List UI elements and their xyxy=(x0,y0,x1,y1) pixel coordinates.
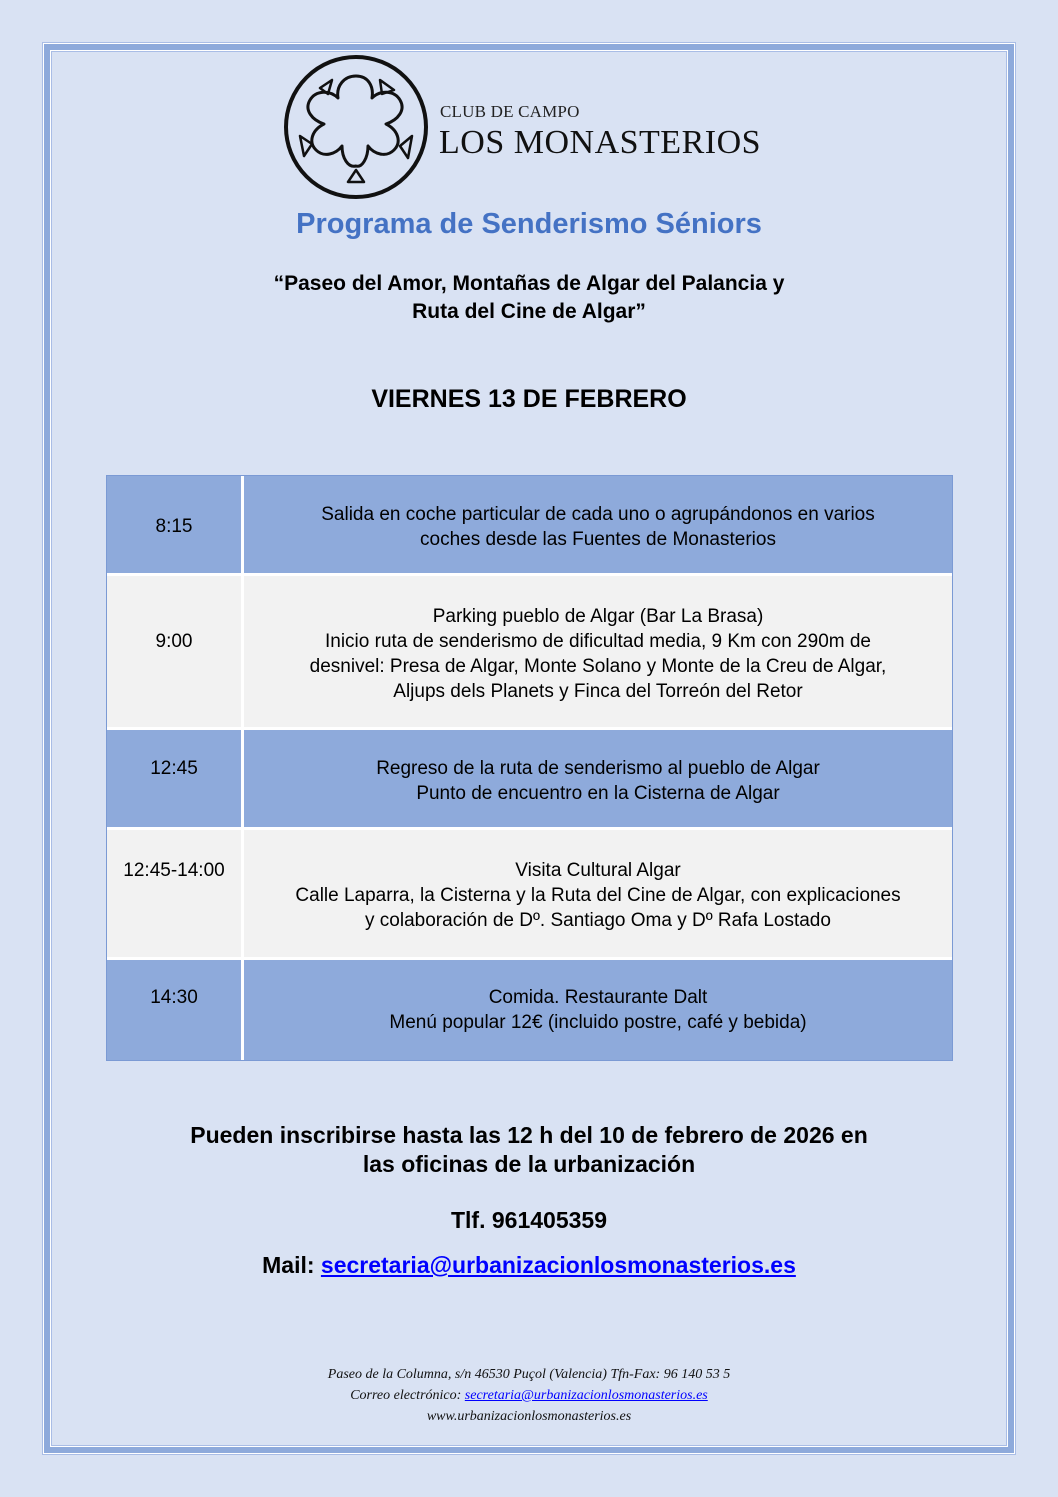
signup-line-2: las oficinas de la urbanización xyxy=(362,1151,696,1177)
description-line: Visita Cultural Algar xyxy=(515,860,681,881)
footer-address: Paseo de la Columna, s/n 46530 Puçol (Valencia) Tfn-Fax: 96 140 53 5 xyxy=(327,1367,731,1382)
schedule-row xyxy=(107,476,952,576)
description-line: y colaboración de Dº. Santiago Oma y Dº Rafa Lostado xyxy=(365,910,831,931)
club-logo xyxy=(282,54,782,200)
schedule-time: 12:45-14:00 xyxy=(107,830,244,957)
footer-email-link[interactable]: secretaria@urbanizacionlosmonasterios.es xyxy=(464,1388,708,1403)
logo-name: LOS MONASTERIOS xyxy=(439,124,762,161)
footer-email-label: Correo electrónico: xyxy=(350,1388,465,1403)
description-line: Inicio ruta de senderismo de dificultad media, 9 Km con 290m de xyxy=(324,631,872,652)
description-line: Aljups dels Planets y Finca del Torreón del Retor xyxy=(393,681,803,702)
schedule-row xyxy=(107,730,952,830)
schedule-description xyxy=(244,830,952,957)
description-line: Parking pueblo de Algar (Bar La Brasa) xyxy=(432,606,764,627)
schedule-description xyxy=(244,730,952,827)
footer-website[interactable]: www.urbanizacionlosmonasterios.es xyxy=(426,1409,632,1424)
schedule-description xyxy=(244,576,952,727)
subtitle-line-1: “Paseo del Amor, Montañas de Algar del Palancia y xyxy=(273,272,785,295)
schedule-description xyxy=(244,476,952,573)
description-line: Menú popular 12€ (incluido postre, café y bebida) xyxy=(389,1012,807,1033)
schedule-time: 8:15 xyxy=(107,476,244,573)
footer xyxy=(0,1364,1058,1427)
event-date: VIERNES 13 DE FEBRERO xyxy=(371,385,687,413)
schedule-time: 9:00 xyxy=(107,576,244,727)
flower-emblem-icon xyxy=(282,54,430,200)
contact-mail xyxy=(0,1252,1058,1279)
description-line: Calle Laparra, la Cisterna y la Ruta del Cine de Algar, con explicaciones xyxy=(295,885,901,906)
schedule-description xyxy=(244,960,952,1060)
subtitle-line-2: Ruta del Cine de Algar” xyxy=(412,300,646,323)
schedule-table xyxy=(106,475,953,1061)
description-line: desnivel: Presa de Algar, Monte Solano y Monte de la Creu de Algar, xyxy=(309,656,887,677)
route-subtitle xyxy=(0,270,1058,326)
schedule-time: 14:30 xyxy=(107,960,244,1060)
schedule-row xyxy=(107,576,952,730)
description-line: Regreso de la ruta de senderismo al pueblo de Algar xyxy=(376,758,820,779)
description-line: Salida en coche particular de cada uno o agrupándonos en varios xyxy=(321,504,875,525)
description-line: coches desde las Fuentes de Monasterios xyxy=(420,529,776,550)
footer-email-line xyxy=(0,1385,1058,1406)
mail-label: Mail: xyxy=(262,1252,321,1278)
signup-line-1: Pueden inscribirse hasta las 12 h del 10 de febrero de 2026 en xyxy=(190,1122,868,1148)
schedule-row xyxy=(107,830,952,960)
description-line: Punto de encuentro en la Cisterna de Algar xyxy=(416,783,780,804)
logo-subtitle: CLUB DE CAMPO xyxy=(440,102,580,121)
phone-number: Tlf. 961405359 xyxy=(450,1207,607,1233)
signup-notice xyxy=(0,1121,1058,1179)
page-title: Programa de Senderismo Séniors xyxy=(296,208,762,240)
schedule-time: 12:45 xyxy=(107,730,244,827)
mail-link[interactable]: secretaria@urbanizacionlosmonasterios.es xyxy=(320,1252,796,1278)
description-line: Comida. Restaurante Dalt xyxy=(488,987,708,1008)
schedule-row xyxy=(107,960,952,1060)
